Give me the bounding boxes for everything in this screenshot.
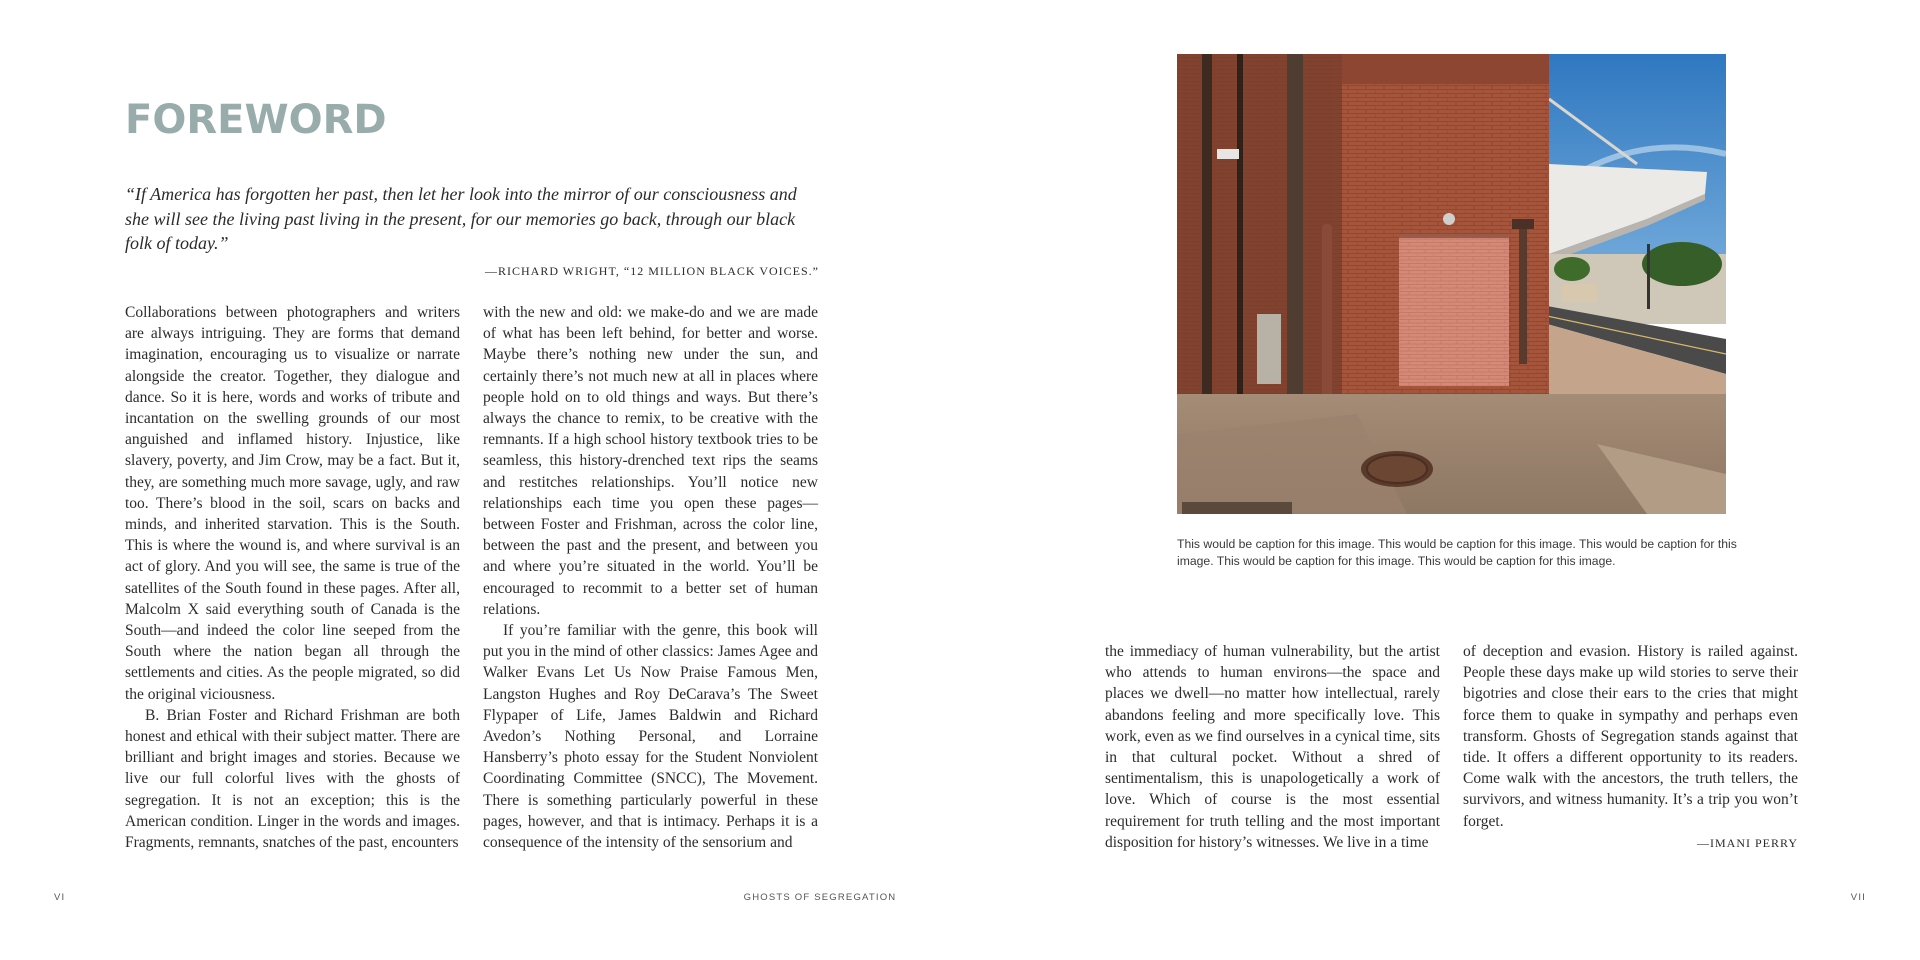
foreword-heading: FOREWORD (125, 97, 387, 143)
paragraph: the immediacy of human vulnerability, but the artist who attends to human environs—the space and places we dwell—no matter how intellectual, rarely abandons feeling and more specifically love. This work, even as we find ourselves in a cynical time, sits in that cultural pocket. Without a shred of sentimentalism, this is unapologetically a work of love. Which of course is the most essential requirement for truth telling and the most important disposition for history’s witnesses. We live in a time (1105, 643, 1440, 851)
page-number-left: VI (54, 892, 66, 903)
paragraph: If you’re familiar with the genre, this book will put you in the mind of other classics: James Agee and Walker Evans Let Us Now Praise Famous Men, Langston Hughes and Roy DeCarava’s The Sweet Flypaper of Life, James Baldwin and Richard Avedon’s Nothing Personal, and Lorraine Hansberry’s photo essay for the Student Nonviolent Coordinating Committee (SNCC), The Movement. There is something particularly powerful in these pages, however, and that is intimacy. Perhaps it is a consequence of the intensity of the sensorium and (483, 622, 818, 852)
photograph-brick-building (1177, 54, 1726, 514)
paragraph: with the new and old: we make-do and we are made of what has been left behind, for better and worse. Maybe there’s nothing new under the sun, and certainly there’s not much new at all in places where people hold on to old things and ways. But there’s always the chance to remix, to be creative with the remnants. If a high school history textbook tries to be seamless, this history-drenched text rips the seams and restitches relationships. You’ll notice new relationships each time you open these pages—between Foster and Frishman, across the color line, between the past and the present, and between you and where you’re situated in the world. You’ll be encouraged to recommit to a better set of human relations. (483, 304, 818, 618)
epigraph-quote: “If America has forgotten her past, then let her look into the mirror of our consciousness and she will see the living past living in the present, for our memories go back, through our black folk of today.” (125, 184, 797, 253)
body-column-4 (1463, 641, 1798, 832)
epigraph-attribution: —RICHARD WRIGHT, “12 MILLION BLACK VOICES.” (485, 264, 819, 278)
paragraph: B. Brian Foster and Richard Frishman are both honest and ethical with their subject matter. There are brilliant and bright images and stories. Because we live our full colorful lives with the ghosts of segregation. It is not an exception; this is the American condition. Linger in the words and images. Fragments, remnants, snatches of the past, encounters (125, 706, 460, 852)
page-number-right: VII (1850, 892, 1866, 903)
author-signature: —IMANI PERRY (1696, 836, 1798, 850)
body-column-3 (1105, 641, 1440, 853)
paragraph: of deception and evasion. History is railed against. People these days make up wild stories to serve their bigotries and close their ears to the cries that might force them to quake in sympathy and perhaps even transform. Ghosts of Segregation stands against that tide. It offers a different opportunity to its readers. Come walk with the ancestors, the truth tellers, the survivors, and witness humanity. It’s a trip you won’t forget. (1463, 643, 1798, 830)
body-column-1 (125, 302, 460, 853)
running-head: GHOSTS OF SEGREGATION (743, 892, 897, 903)
paragraph: Collaborations between photographers and writers are always intriguing. They are forms that demand imagination, encouraging us to visualize or narrate alongside the creator. Together, they dialogue and dance. So it is here, words and works of tribute and incantation on the swelling grounds of our most anguished and inflamed history. Injustice, like slavery, poverty, and Jim Crow, may be a fact. But it, they, are something much more savage, ugly, and raw too. There’s blood in the soil, scars on backs and minds, and inherited starvation. This is the South. This is where the wound is, and where survival is an act of glory. And you will see, the same is true of the satellites of the South found in these pages. After all, Malcolm X said everything south of Canada is the South—and indeed the color line seeped from the South where the nation began all through the settlements and cities. As the people migrated, so did the original viciousness. (125, 304, 460, 703)
image-caption: This would be caption for this image. This would be caption for this image. This would be caption for this image. This would be caption for this image. This would be caption for this image. (1177, 537, 1737, 568)
body-column-2 (483, 302, 818, 853)
